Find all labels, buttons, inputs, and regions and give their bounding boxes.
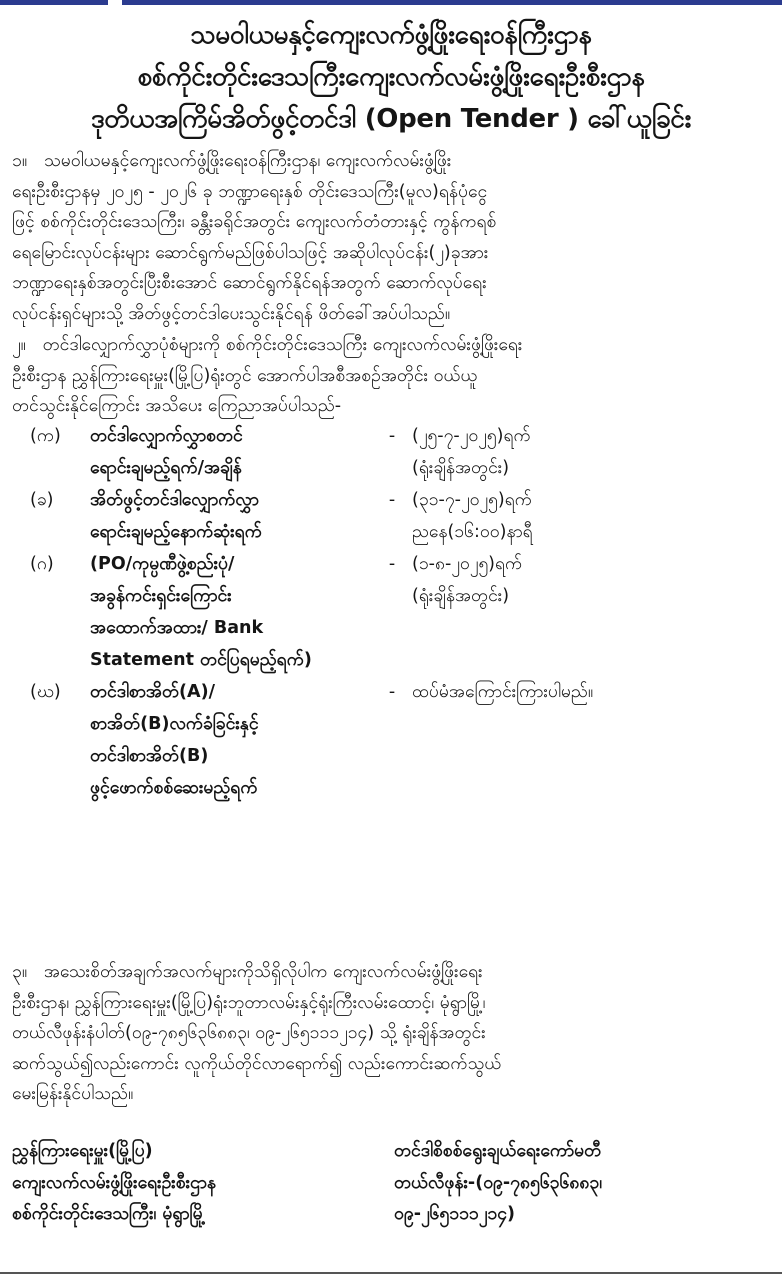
office-line: ညွှန်ကြားရေးမှူး(မြို့ပြ) (12, 1141, 153, 1161)
tender-schedule (12, 420, 772, 804)
schedule-dash: - (388, 682, 396, 702)
bottom-border (0, 1272, 782, 1274)
paragraph-3 (12, 957, 772, 1110)
schedule-label: ရောင်းချမည့်နောက်ဆုံးရက် (90, 522, 262, 542)
schedule-row-ga (12, 548, 772, 676)
schedule-letter: (ဂ) (30, 554, 54, 574)
schedule-value: (၃၁-၇-၂၀၂၅)ရက် (412, 490, 532, 510)
paragraph-number: ၂။ (12, 335, 26, 355)
department-title: စစ်ကိုင်းတိုင်းဒေသကြီးကျေးလက်လမ်းဖွံ့ဖြိုးရေးဦးစီးဌာန (137, 62, 645, 92)
schedule-label: အထောက်အထား/ Bank (90, 618, 264, 638)
schedule-label: တင်ဒါလျှောက်လွှာစတင် (90, 426, 243, 446)
schedule-label: တင်ဒါစာအိတ်(A)/ (90, 682, 215, 702)
committee-contact (394, 1136, 772, 1231)
paragraph-line: ဖြင့် စစ်ကိုင်းတိုင်းဒေသကြီး၊ ခန္တီးခရိုင်အတွင်း ကျေးလက်တံတားနှင့် ကွန်ကရစ် (12, 212, 497, 232)
schedule-letter: (ဃ) (30, 682, 61, 702)
schedule-letter: (က) (30, 426, 61, 446)
paragraph-line: ၃။ အသေးစိတ်အချက်အလက်များကိုသိရှိလိုပါက ကျေးလက်လမ်းဖွံ့ဖြိုးရေး (12, 962, 483, 982)
paragraph-number: ၃။ (12, 962, 28, 982)
paragraph-1 (12, 146, 772, 329)
schedule-label: တင်ဒါစာအိတ်(B) (90, 746, 209, 766)
paragraph-line: ၂။ တင်ဒါလျှောက်လွှာပုံစံများကို စစ်ကိုင်းတိုင်းဒေသကြီး ကျေးလက်လမ်းဖွံ့ဖြိုးရေး (12, 335, 523, 355)
schedule-label: Statement တင်ပြရမည့်ရက်) (90, 650, 312, 670)
top-border-segment (0, 0, 108, 5)
paragraph-line: မေးမြန်းနိုင်ပါသည်။ (12, 1084, 134, 1104)
paragraph-line: ရေးဦးစီးဌာနမှ ၂၀၂၅ - ၂၀၂၆ ခု ဘဏ္ဍာရေးနှစ် တိုင်းဒေသကြီး(မူလ)ရန်ပုံငွေ (12, 181, 488, 202)
issuing-office (12, 1136, 392, 1231)
office-line: ကျေးလက်လမ်းဖွံ့ဖြိုးရေးဦးစီးဌာန (12, 1172, 216, 1193)
notice-header (0, 14, 782, 140)
schedule-label: အိတ်ဖွင့်တင်ဒါလျှောက်လွှာ (90, 490, 259, 510)
paragraph-line: ၁။ သမဝါယမနှင့်ကျေးလက်ဖွံ့ဖြိုးရေးဝန်ကြီးဌာန၊ ကျေးလက်လမ်းဖွံ့ဖြိုး (12, 151, 452, 171)
paragraph-line: တင်သွင်းနိုင်ကြောင်း အသိပေး ကြေညာအပ်ပါသည်- (12, 396, 342, 416)
schedule-value: (ရုံးချိန်အတွင်း) (412, 458, 510, 478)
schedule-letter: (ခ) (30, 490, 54, 510)
paragraph-2 (12, 330, 772, 422)
paragraph-line: ဦးစီးဌာန၊ ညွှန်ကြားရေးမှူး(မြို့ပြ)ရုံးဘူတာလမ်းနှင့်ရုံးကြီးလမ်းထောင့်၊ မုံရွာမြို့၊ (12, 992, 486, 1013)
schedule-label: ဖွင့်ဖောက်စစ်ဆေးမည့်ရက် (90, 778, 258, 798)
paragraph-line: လုပ်ငန်းရှင်များသို့ အိတ်ဖွင့်တင်ဒါပေးသွင်းနိုင်ရန် ဖိတ်ခေါ်အပ်ပါသည်။ (12, 303, 451, 324)
paragraph-line: ရေမြောင်းလုပ်ငန်းများ ဆောင်ရွက်မည်ဖြစ်ပါသဖြင့် အဆိုပါလုပ်ငန်း(၂)ခုအား (12, 242, 489, 263)
committee-line: တင်ဒါစိစစ်ရွေးချယ်ရေးကော်မတီ (394, 1141, 602, 1161)
committee-line: ၀၉-၂၆၅၁၁၁၂၁၄) (394, 1204, 516, 1224)
schedule-label: (PO/ကုမ္ပဏီဖွဲ့စည်းပုံ/ (90, 554, 235, 574)
schedule-row-gha (12, 676, 772, 804)
schedule-dash: - (388, 426, 396, 446)
paragraph-line: ဦးစီးဌာန ညွှန်ကြားရေးမှူး(မြို့ပြ)ရုံးတွင် အောက်ပါအစီအစဉ်အတိုင်း ဝယ်ယူ (12, 365, 478, 386)
committee-line: တယ်လီဖုန်း-(၀၉-၇၈၅၆၃၆၈၈၃၊ (394, 1172, 602, 1193)
schedule-row-kha (12, 484, 772, 548)
tender-title: ဒုတိယအကြိမ်အိတ်ဖွင့်တင်ဒါ (Open Tender ) ခေါ်ယူခြင်း (90, 104, 692, 134)
paragraph-line: တယ်လီဖုန်းနံပါတ်(၀၉-၇၈၅၆၃၆၈၈၃၊ ၀၉-၂၆၅၁၁၁၂၁၄) သို့ ရုံးချိန်အတွင်း (12, 1023, 486, 1043)
top-border-segment (122, 0, 782, 5)
schedule-value: (၁-၈-၂၀၂၅)ရက် (412, 554, 523, 574)
ministry-title: သမဝါယမနှင့်ကျေးလက်ဖွံ့ဖြိုးရေးဝန်ကြီးဌာန (190, 20, 592, 50)
top-border (0, 0, 782, 9)
schedule-label: စာအိတ်(B)လက်ခံခြင်းနှင့် (90, 714, 259, 734)
schedule-dash: - (388, 490, 396, 510)
paragraph-line: ဆက်သွယ်၍လည်းကောင်း လူကိုယ်တိုင်လာရောက်၍ လည်းကောင်းဆက်သွယ် (12, 1053, 502, 1074)
paragraph-line: ဘဏ္ဍာရေးနှစ်အတွင်းပြီးစီးအောင် ဆောင်ရွက်နိုင်ရန်အတွက် ဆောက်လုပ်ရေး (12, 273, 487, 293)
schedule-value: (ရုံးချိန်အတွင်း) (412, 586, 510, 606)
schedule-value: (၂၅-၇-၂၀၂၅)ရက် (412, 426, 531, 446)
schedule-dash: - (388, 554, 396, 574)
paragraph-number: ၁။ (12, 151, 28, 171)
office-line: စစ်ကိုင်းတိုင်းဒေသကြီး၊ မုံရွာမြို့ (12, 1204, 206, 1224)
schedule-row-ka (12, 420, 772, 484)
schedule-value: ညနေ(၁၆:၀၀)နာရီ (412, 522, 533, 542)
schedule-label: အခွန်ကင်းရှင်းကြောင်း (90, 586, 232, 606)
schedule-value: ထပ်မံအကြောင်းကြားပါမည်။ (412, 682, 594, 702)
schedule-label: ရောင်းချမည့်ရက်/အချိန် (90, 458, 242, 478)
